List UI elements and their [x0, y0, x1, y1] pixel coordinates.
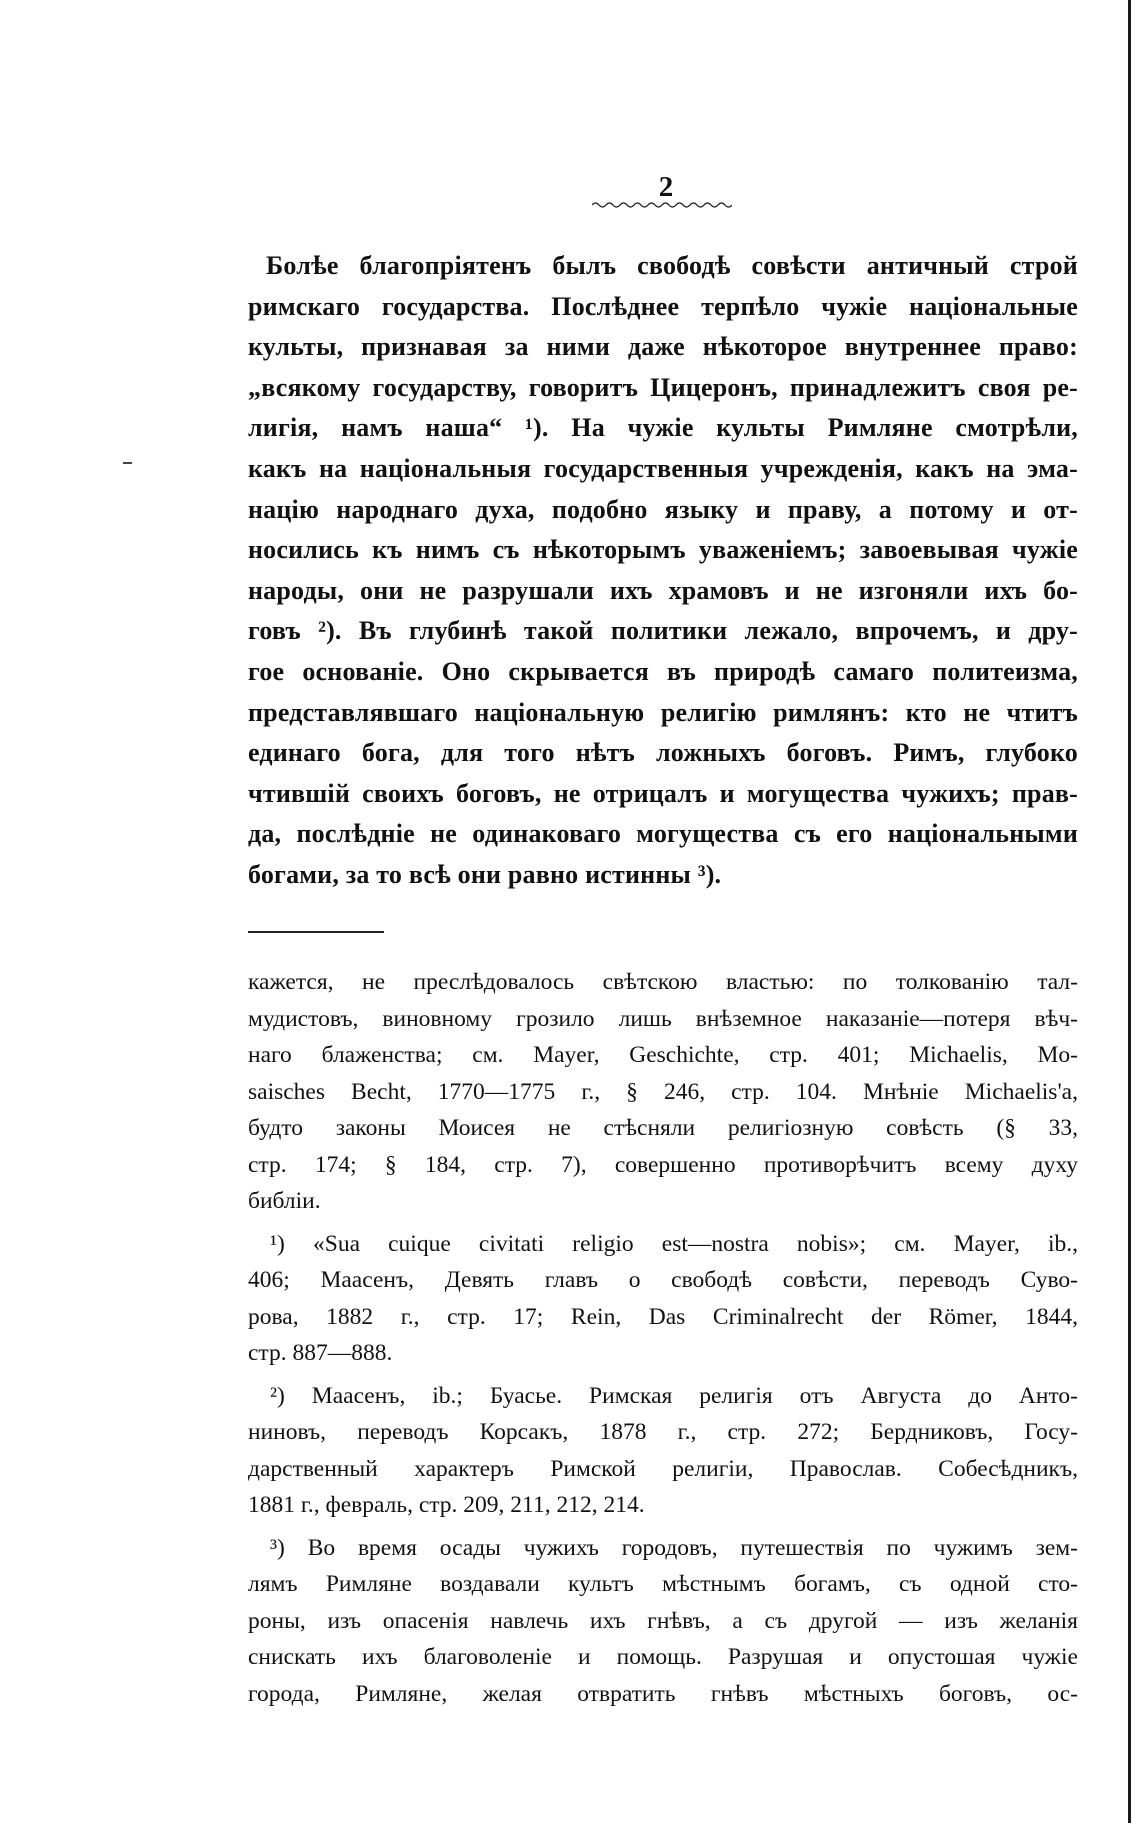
footnote-line: мудистовъ, виновному грозило лишь внѣземное наказаніе—потеря вѣч-: [248, 1005, 1078, 1032]
footnote-line: города, Римляне, желая отвратить гнѣвъ мѣстныхъ боговъ, ос-: [248, 1680, 1078, 1707]
text-line: богами, за то всѣ они равно истинны ³).: [248, 859, 722, 889]
footnote-line: будто законы Моисея не стѣсняли религіозную совѣсть (§ 33,: [248, 1115, 1078, 1141]
text-line: чтившій своихъ боговъ, не отрицалъ и могущества чужихъ; прав-: [248, 778, 1078, 808]
text-line: культы, признавая за ними даже нѣкоторое внутреннее право:: [248, 332, 1078, 362]
text-line: римскаго государства. Послѣднее терпѣло чужіе національные: [248, 291, 1078, 321]
page-edge-rule: [1128, 0, 1131, 1823]
text-line: носились къ нимъ съ нѣкоторымъ уваженіемъ; завоевывая чужіе: [248, 535, 1078, 565]
page-number: 2: [658, 171, 674, 203]
footnote-2: ²) Маасенъ, ib.; Буасье. Римская религія отъ Августа до Анто-: [270, 1382, 1078, 1409]
footnote-line: лямъ Римляне воздавали культъ мѣстнымъ богамъ, съ одной сто-: [248, 1571, 1078, 1597]
footnote-line: saisches Becht, 1770—1775 г., § 246, стр. 104. Мнѣніе Michaelis'a,: [248, 1078, 1078, 1105]
footnote-line: рова, 1882 г., стр. 17; Rein, Das Criminalrecht der Römer, 1844,: [248, 1303, 1078, 1330]
footnote-separator: [248, 931, 384, 933]
footnote-line: 406; Маасенъ, Девять главъ о свободѣ совѣсти, переводъ Суво-: [248, 1267, 1078, 1293]
footnote-line: роны, изъ опасенія навлечь ихъ гнѣвъ, а съ другой — изъ желанія: [248, 1607, 1078, 1634]
footnote-line: кажется, не преслѣдовалось свѣтскою властью: по толкованію тал-: [248, 969, 1078, 995]
text-line: націю народнаго духа, подобно языку и праву, а потому и от-: [248, 494, 1078, 524]
text-line: гое основаніе. Оно скрывается въ природѣ самаго политеизма,: [248, 656, 1078, 686]
main-text: [248, 246, 1078, 896]
text-line: народы, они не разрушали ихъ храмовъ и не изгоняли ихъ бо-: [248, 575, 1078, 605]
margin-mark: [123, 462, 132, 464]
text-line: лигія, намъ наша“ ¹). На чужіе культы Римляне смотрѣли,: [248, 413, 1078, 443]
footnote-line: 1881 г., февраль, стр. 209, 211, 212, 214.: [248, 1492, 645, 1518]
text-line: Болѣе благопріятенъ былъ свободѣ совѣсти античный строй: [266, 251, 1078, 280]
footnote-line: наго блаженства; см. Mayer, Geschichte, стр. 401; Michaelis, Mo-: [248, 1042, 1078, 1068]
text-line: представлявшаго національную религію римлянъ: кто не чтитъ: [248, 697, 1078, 727]
footnote-line: стр. 174; § 184, стр. 7), совершенно противорѣчитъ всему духу: [248, 1151, 1078, 1178]
footnote-1: ¹) «Sua cuique civitati religio est—nostra nobis»; см. Mayer, ib.,: [270, 1230, 1078, 1257]
footnote-line: стр. 887—888.: [248, 1340, 393, 1366]
footnote-line: дарственный характеръ Римской религіи, Православ. Собесѣдникъ,: [248, 1455, 1078, 1482]
text-line: какъ на національныя государственныя учрежденія, какъ на эма-: [248, 453, 1078, 483]
text-line: говъ ²). Въ глубинѣ такой политики лежало, впрочемъ, и дру-: [248, 616, 1078, 646]
footnote-line: библіи.: [248, 1188, 321, 1214]
text-line: единаго бога, для того нѣтъ ложныхъ боговъ. Римъ, глубоко: [248, 738, 1078, 768]
footnote-3: ³) Во время осады чужихъ городовъ, путешествія по чужимъ зем-: [270, 1534, 1078, 1561]
text-line: „всякому государству, говоритъ Цицеронъ, принадлежитъ своя ре-: [248, 372, 1078, 402]
footnote-line: снискать ихъ благоволеніе и помощь. Разрушая и опустошая чужіе: [248, 1644, 1078, 1670]
wavy-ornament: [592, 200, 732, 210]
text-line: да, послѣдніе не одинаковаго могущества съ его національными: [248, 819, 1078, 849]
footnote-line: ниновъ, переводъ Корсакъ, 1878 г., стр. 272; Бердниковъ, Госу-: [248, 1419, 1078, 1445]
footnotes: [248, 964, 1078, 1712]
